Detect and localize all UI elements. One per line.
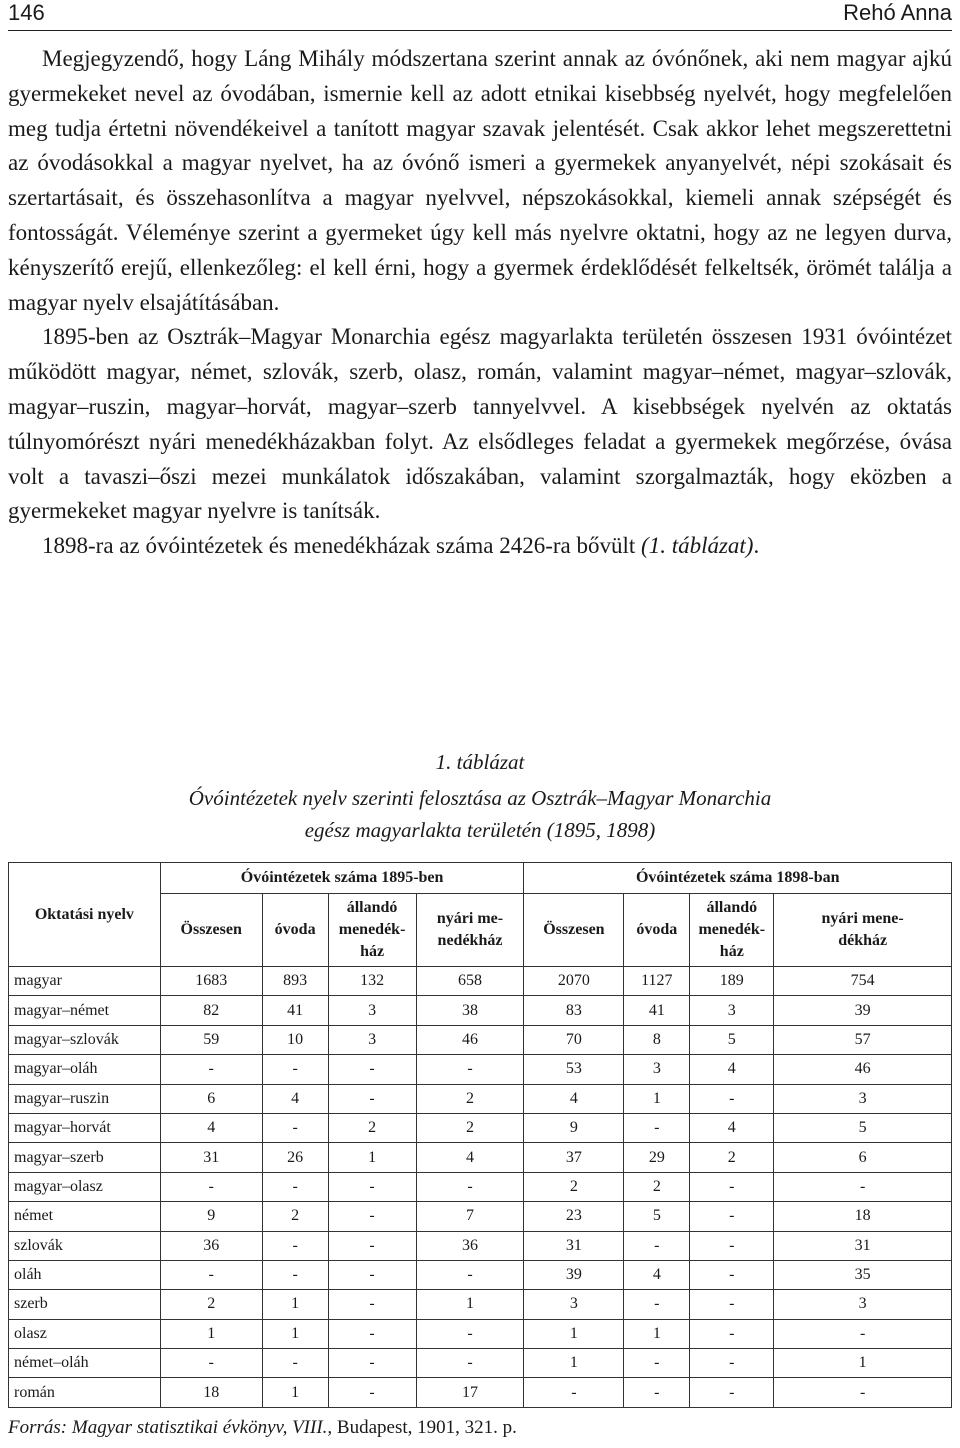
- body-text: [8, 42, 952, 564]
- row-value: 132: [328, 967, 416, 996]
- row-value: -: [624, 1113, 690, 1142]
- row-value: 2: [416, 1113, 524, 1142]
- row-value: -: [328, 1231, 416, 1260]
- row-value: -: [690, 1378, 774, 1407]
- table-title-line-2: egész magyarlakta területén (1895, 1898): [304, 818, 656, 842]
- source-rest: Budapest, 1901, 321. p.: [332, 1417, 517, 1438]
- row-value: 83: [524, 996, 624, 1025]
- row-value: 59: [160, 1025, 262, 1054]
- paragraph-3-text: 1898-ra az óvóintézetek és menedékházak száma 2426-ra bővült: [42, 533, 642, 559]
- row-value: -: [328, 1202, 416, 1231]
- table-row: [9, 1290, 952, 1319]
- row-language: magyar–német: [9, 996, 161, 1025]
- row-value: 4: [690, 1113, 774, 1142]
- row-value: 7: [416, 1202, 524, 1231]
- row-value: -: [416, 1349, 524, 1378]
- row-value: 1: [262, 1378, 328, 1407]
- group-1898-header: Óvóintézetek száma 1898-ban: [524, 863, 952, 894]
- running-author: Rehó Anna: [843, 0, 952, 25]
- row-value: 2: [262, 1202, 328, 1231]
- row-language: német–oláh: [9, 1349, 161, 1378]
- row-value: -: [416, 1055, 524, 1084]
- row-value: -: [690, 1231, 774, 1260]
- row-language: magyar: [9, 967, 161, 996]
- row-value: -: [262, 1055, 328, 1084]
- row-value: 1: [262, 1319, 328, 1348]
- row-value: -: [690, 1260, 774, 1289]
- row-value: -: [328, 1290, 416, 1319]
- row-value: -: [624, 1231, 690, 1260]
- row-value: -: [328, 1260, 416, 1289]
- row-value: -: [690, 1290, 774, 1319]
- row-value: -: [690, 1202, 774, 1231]
- row-value: 41: [624, 996, 690, 1025]
- row-value: -: [328, 1378, 416, 1407]
- row-value: -: [690, 1172, 774, 1201]
- sub-ovoda-1895: óvoda: [262, 894, 328, 967]
- table-row: [9, 1084, 952, 1113]
- kindergarten-table: [8, 862, 952, 1408]
- row-value: 3: [328, 1025, 416, 1054]
- row-value: -: [262, 1349, 328, 1378]
- paragraph-2: 1895-ben az Osztrák–Magyar Monarchia egész magyarlakta területén összesen 1931 óvóintézet működött magyar, német, szlovák, szerb, olasz, román, valamint magyar–német, magyar–szlovák, magyar–ruszin, magyar–horvát, magyar–szerb tannyelvvel. A kisebbségek nyelvén az oktatás túlnyomórészt nyári menedékházakban folyt. Az elsődleges feladat a gyermekek megőrzése, óvása volt a tavaszi–őszi mezei munkálatok időszakában, valamint szorgalmazták, hogy eközben a gyermekeket magyar nyelvre is tanítsák.: [8, 324, 952, 524]
- running-header: [8, 0, 952, 31]
- row-value: 5: [624, 1202, 690, 1231]
- row-value: 4: [624, 1260, 690, 1289]
- row-value: 9: [524, 1113, 624, 1142]
- row-value: 36: [416, 1231, 524, 1260]
- row-value: 31: [774, 1231, 952, 1260]
- row-value: 3: [774, 1290, 952, 1319]
- table-row: [9, 1172, 952, 1201]
- row-value: 1: [524, 1349, 624, 1378]
- row-value: 31: [524, 1231, 624, 1260]
- table-row: [9, 1349, 952, 1378]
- table-number: 1. táblázat: [435, 750, 525, 774]
- row-value: 4: [262, 1084, 328, 1113]
- row-value: 4: [416, 1143, 524, 1172]
- page-number: 146: [8, 0, 45, 25]
- row-value: -: [262, 1113, 328, 1142]
- row-value: 35: [774, 1260, 952, 1289]
- row-value: 658: [416, 967, 524, 996]
- row-value: 41: [262, 996, 328, 1025]
- row-value: -: [624, 1378, 690, 1407]
- table-row: [9, 1055, 952, 1084]
- table-reference: (1. táblázat): [641, 533, 754, 559]
- row-value: 2: [524, 1172, 624, 1201]
- row-value: -: [262, 1172, 328, 1201]
- sub-total-1898: Összesen: [524, 894, 624, 967]
- row-value: 2: [624, 1172, 690, 1201]
- row-value: 1: [328, 1143, 416, 1172]
- row-value: 3: [774, 1084, 952, 1113]
- row-language: magyar–olasz: [9, 1172, 161, 1201]
- table-title: [0, 782, 960, 846]
- row-value: 1: [524, 1319, 624, 1348]
- row-value: 46: [774, 1055, 952, 1084]
- row-value: 189: [690, 967, 774, 996]
- row-value: 9: [160, 1202, 262, 1231]
- row-language: szerb: [9, 1290, 161, 1319]
- row-value: 4: [160, 1113, 262, 1142]
- row-value: -: [328, 1084, 416, 1113]
- row-language: román: [9, 1378, 161, 1407]
- row-value: 46: [416, 1025, 524, 1054]
- row-value: -: [160, 1172, 262, 1201]
- sub-allando-1898: állandó menedék- ház: [690, 894, 774, 967]
- sub-ovoda-1898: óvoda: [624, 894, 690, 967]
- paragraph-3-end: .: [753, 533, 760, 559]
- row-value: -: [690, 1084, 774, 1113]
- row-value: 4: [524, 1084, 624, 1113]
- row-value: 38: [416, 996, 524, 1025]
- row-value: 1: [624, 1319, 690, 1348]
- table-row: [9, 1378, 952, 1407]
- row-value: 2070: [524, 967, 624, 996]
- table-row: [9, 1113, 952, 1142]
- row-value: -: [160, 1260, 262, 1289]
- row-value: -: [624, 1349, 690, 1378]
- row-value: -: [416, 1260, 524, 1289]
- row-value: 5: [774, 1113, 952, 1142]
- row-value: 1: [774, 1349, 952, 1378]
- table-body: [9, 967, 952, 1408]
- row-value: 18: [160, 1378, 262, 1407]
- row-value: 2: [160, 1290, 262, 1319]
- row-language: magyar–szerb: [9, 1143, 161, 1172]
- row-value: -: [262, 1231, 328, 1260]
- row-value: -: [416, 1172, 524, 1201]
- row-value: -: [524, 1378, 624, 1407]
- row-value: 31: [160, 1143, 262, 1172]
- row-value: 37: [524, 1143, 624, 1172]
- row-value: 1: [262, 1290, 328, 1319]
- table-row: [9, 996, 952, 1025]
- row-language: magyar–szlovák: [9, 1025, 161, 1054]
- row-value: 39: [524, 1260, 624, 1289]
- row-language: magyar–horvát: [9, 1113, 161, 1142]
- row-value: 18: [774, 1202, 952, 1231]
- row-value: 17: [416, 1378, 524, 1407]
- row-value: -: [328, 1319, 416, 1348]
- row-value: -: [690, 1319, 774, 1348]
- row-value: 1127: [624, 967, 690, 996]
- group-1895-header: Óvóintézetek száma 1895-ben: [160, 863, 524, 894]
- row-language: szlovák: [9, 1231, 161, 1260]
- row-value: 754: [774, 967, 952, 996]
- row-value: -: [774, 1378, 952, 1407]
- row-value: 3: [328, 996, 416, 1025]
- sub-nyari-1898: nyári mene- dékház: [774, 894, 952, 967]
- row-value: 4: [690, 1055, 774, 1084]
- paragraph-1: Megjegyzendő, hogy Láng Mihály módszertana szerint annak az óvónőnek, aki nem magyar ajkú gyermekeket nevel az óvodában, ismernie kell az adott etnikai kisebbség nyelvét, hogy megfelelően meg tudja értetni növendékeivel a tanított magyar szavak jelentését. Csak akkor lehet megszerettetni az óvodásokkal a magyar nyelvet, ha az óvónő ismeri a gyermekek anyanyelvét, népi szokásait és szertartásait, és összehasonlítva a magyar nyelvvel, népszokásokkal, kiemeli annak szépségét és fontosságát. Véleménye szerint a gyermeket úgy kell más nyelvre oktatni, hogy az ne legyen durva, kényszerítő erejű, ellenkezőleg: el kell érni, hogy a gyermek érdeklődését felkeltsék, örömét találja a magyar nyelv elsajátításában.: [8, 46, 952, 315]
- row-value: -: [416, 1319, 524, 1348]
- row-value: -: [328, 1349, 416, 1378]
- row-value: 6: [160, 1084, 262, 1113]
- row-value: 5: [690, 1025, 774, 1054]
- row-value: 2: [416, 1084, 524, 1113]
- row-value: -: [328, 1055, 416, 1084]
- row-value: 36: [160, 1231, 262, 1260]
- row-value: 2: [690, 1143, 774, 1172]
- row-language: magyar–ruszin: [9, 1084, 161, 1113]
- table-row: [9, 1319, 952, 1348]
- table-row: [9, 1260, 952, 1289]
- row-language: német: [9, 1202, 161, 1231]
- row-value: 3: [624, 1055, 690, 1084]
- sub-nyari-1895: nyári me- nedékház: [416, 894, 524, 967]
- row-value: 1: [160, 1319, 262, 1348]
- col-language-header: Oktatási nyelv: [9, 863, 161, 967]
- table-source: [8, 1416, 517, 1440]
- row-value: 82: [160, 996, 262, 1025]
- table-row: [9, 1025, 952, 1054]
- row-value: 39: [774, 996, 952, 1025]
- row-value: -: [774, 1172, 952, 1201]
- row-value: -: [262, 1260, 328, 1289]
- row-value: 1683: [160, 967, 262, 996]
- row-value: 1: [416, 1290, 524, 1319]
- row-value: 26: [262, 1143, 328, 1172]
- row-language: olasz: [9, 1319, 161, 1348]
- row-language: magyar–oláh: [9, 1055, 161, 1084]
- row-value: -: [160, 1349, 262, 1378]
- row-value: -: [328, 1172, 416, 1201]
- row-value: 8: [624, 1025, 690, 1054]
- row-value: 53: [524, 1055, 624, 1084]
- row-value: 2: [328, 1113, 416, 1142]
- row-value: 1: [624, 1084, 690, 1113]
- row-language: oláh: [9, 1260, 161, 1289]
- row-value: 6: [774, 1143, 952, 1172]
- sub-total-1895: Összesen: [160, 894, 262, 967]
- row-value: 3: [690, 996, 774, 1025]
- table-row: [9, 967, 952, 996]
- row-value: 57: [774, 1025, 952, 1054]
- table-row: [9, 1202, 952, 1231]
- row-value: 10: [262, 1025, 328, 1054]
- row-value: -: [690, 1349, 774, 1378]
- row-value: 893: [262, 967, 328, 996]
- table-row: [9, 1143, 952, 1172]
- row-value: -: [160, 1055, 262, 1084]
- row-value: -: [624, 1290, 690, 1319]
- row-value: 23: [524, 1202, 624, 1231]
- row-value: -: [774, 1319, 952, 1348]
- table-title-line-1: Óvóintézetek nyelv szerinti felosztása az Osztrák–Magyar Monarchia: [188, 786, 772, 810]
- source-label: Forrás: Magyar statisztikai évkönyv, VIII.,: [8, 1417, 333, 1438]
- row-value: 3: [524, 1290, 624, 1319]
- row-value: 70: [524, 1025, 624, 1054]
- table-row: [9, 1231, 952, 1260]
- row-value: 29: [624, 1143, 690, 1172]
- sub-allando-1895: állandó menedék- ház: [328, 894, 416, 967]
- paragraph-3: [8, 529, 952, 564]
